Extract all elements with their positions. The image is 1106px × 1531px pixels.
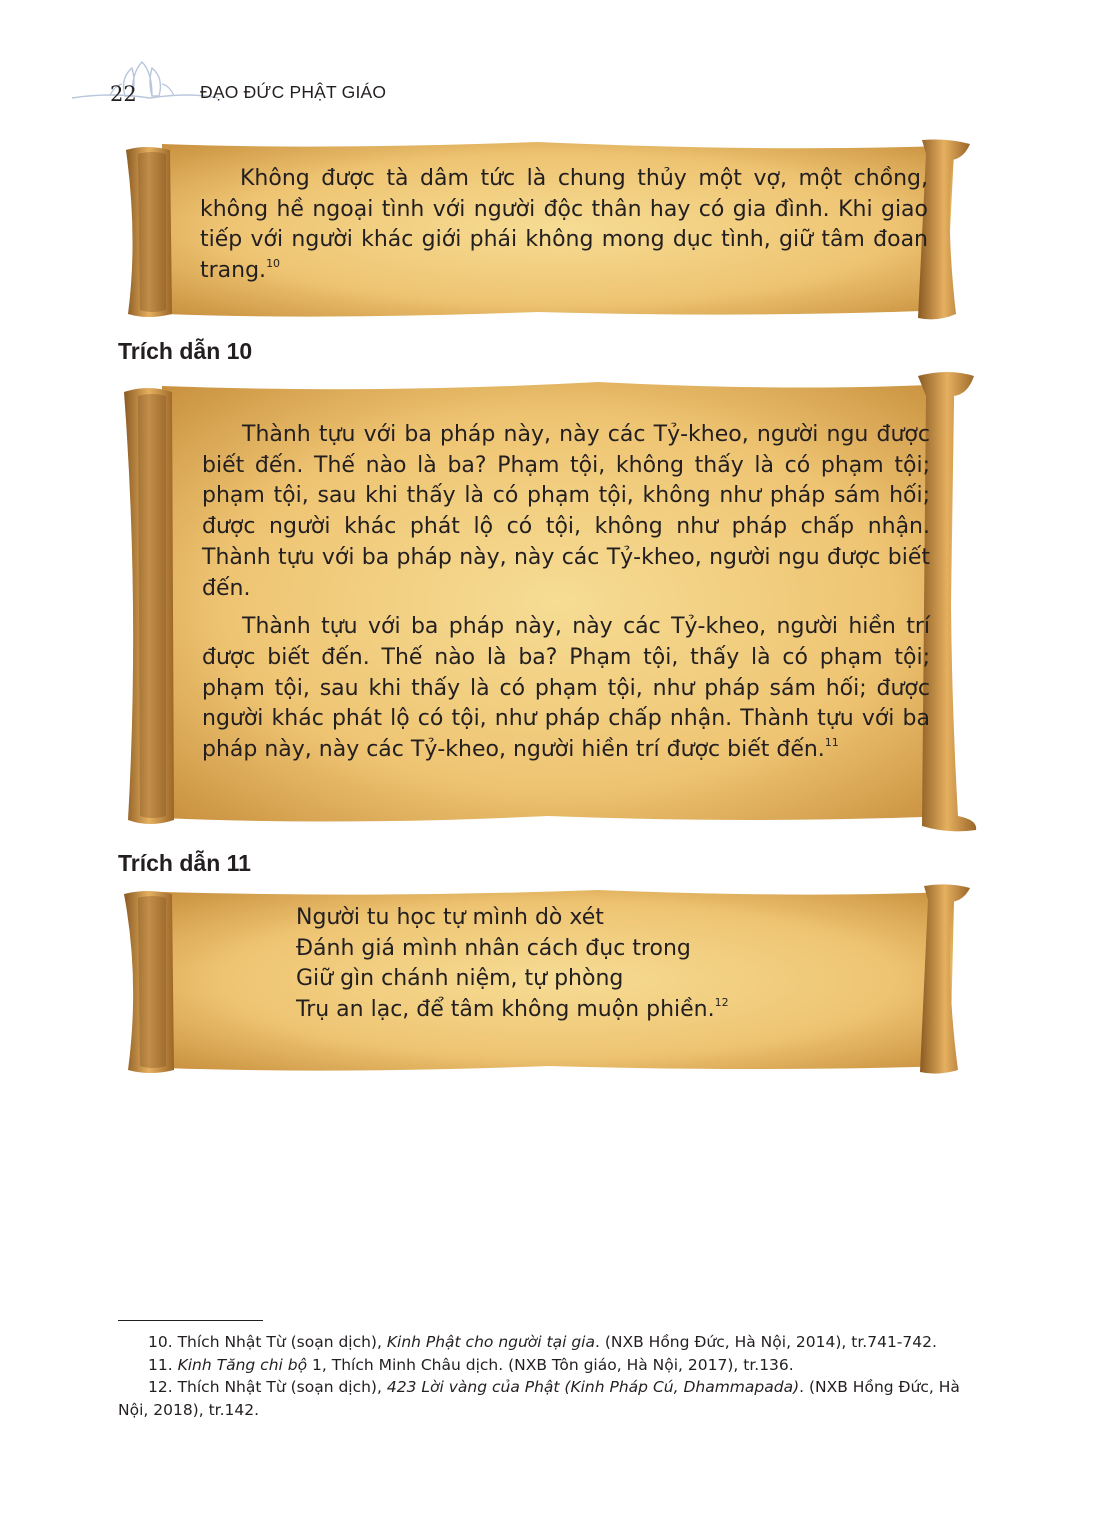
quote-text <box>200 164 928 287</box>
quote-paragraph: Thành tựu với ba pháp này, này các Tỷ-kheo, người ngu được biết đến. Thế nào là ba? Phạm tội, không thấy là có phạm tội; phạm tội, sau khi thấy là có phạm tội, không như pháp sám hối; được người khác phát lộ có tội, không như pháp chấp nhận. Thành tựu với ba pháp này, này các Tỷ-kheo, người ngu được biết đến. <box>202 422 930 601</box>
section-heading: Trích dẫn 11 <box>118 850 251 876</box>
poem-line: Người tu học tự mình dò xét <box>296 905 604 930</box>
footnote-ref: 10 <box>266 257 281 271</box>
poem-line: Trụ an lạc, để tâm không muộn phiền. <box>296 997 715 1023</box>
footnote-item: 12. Thích Nhật Từ (soạn dịch), 423 Lời vàng của Phật (Kinh Pháp Cú, Dhammapada). (NXB Hồng Đức, Hà Nội, 2018), tr.142. <box>118 1378 960 1419</box>
quote-scroll-1 <box>118 138 978 323</box>
footnote-divider <box>118 1320 263 1321</box>
lotus-ornament-icon <box>70 60 220 110</box>
poem-line: Đánh giá mình nhân cách đục trong <box>296 935 691 961</box>
footnotes <box>118 1331 988 1421</box>
quote-scroll-3 <box>118 880 980 1080</box>
poem-text <box>296 903 856 1026</box>
poem-line: Giữ gìn chánh niệm, tự phòng <box>296 966 624 992</box>
footnote-item: 11. Kinh Tăng chi bộ 1, Thích Minh Châu dịch. (NXB Tôn giáo, Hà Nội, 2017), tr.136. <box>148 1355 794 1374</box>
section-heading: Trích dẫn 10 <box>118 338 253 364</box>
footnote-ref: 12 <box>714 996 729 1010</box>
book-title: ĐẠO ĐỨC PHẬT GIÁO <box>200 82 387 102</box>
quote-paragraph: Không được tà dâm tức là chung thủy một vợ, một chồng, không hề ngoại tình với người độc thân hay có gia đình. Khi giao tiếp với người khác giới phái không mong dục tình, giữ tâm đoan trang. <box>200 166 928 284</box>
page-header <box>70 60 400 110</box>
footnote-ref: 11 <box>824 736 839 750</box>
page-number: 22 <box>110 82 137 106</box>
quote-paragraph: Thành tựu với ba pháp này, này các Tỷ-kheo, người hiền trí được biết đến. Thế nào là ba? Phạm tội, thấy là có phạm tội; phạm tội, sau khi thấy là có phạm tội, như pháp sám hối; được người khác phát lộ có tội, như pháp chấp nhận. Thành tựu với ba pháp này, này các Tỷ-kheo, người hiền trí được biết đến. <box>202 614 930 763</box>
quote-scroll-2 <box>118 368 980 833</box>
footnote-item: 10. Thích Nhật Từ (soạn dịch), Kinh Phật cho người tại gia. (NXB Hồng Đức, Hà Nội, 2014), tr.741-742. <box>148 1333 937 1351</box>
quote-text <box>202 420 930 766</box>
